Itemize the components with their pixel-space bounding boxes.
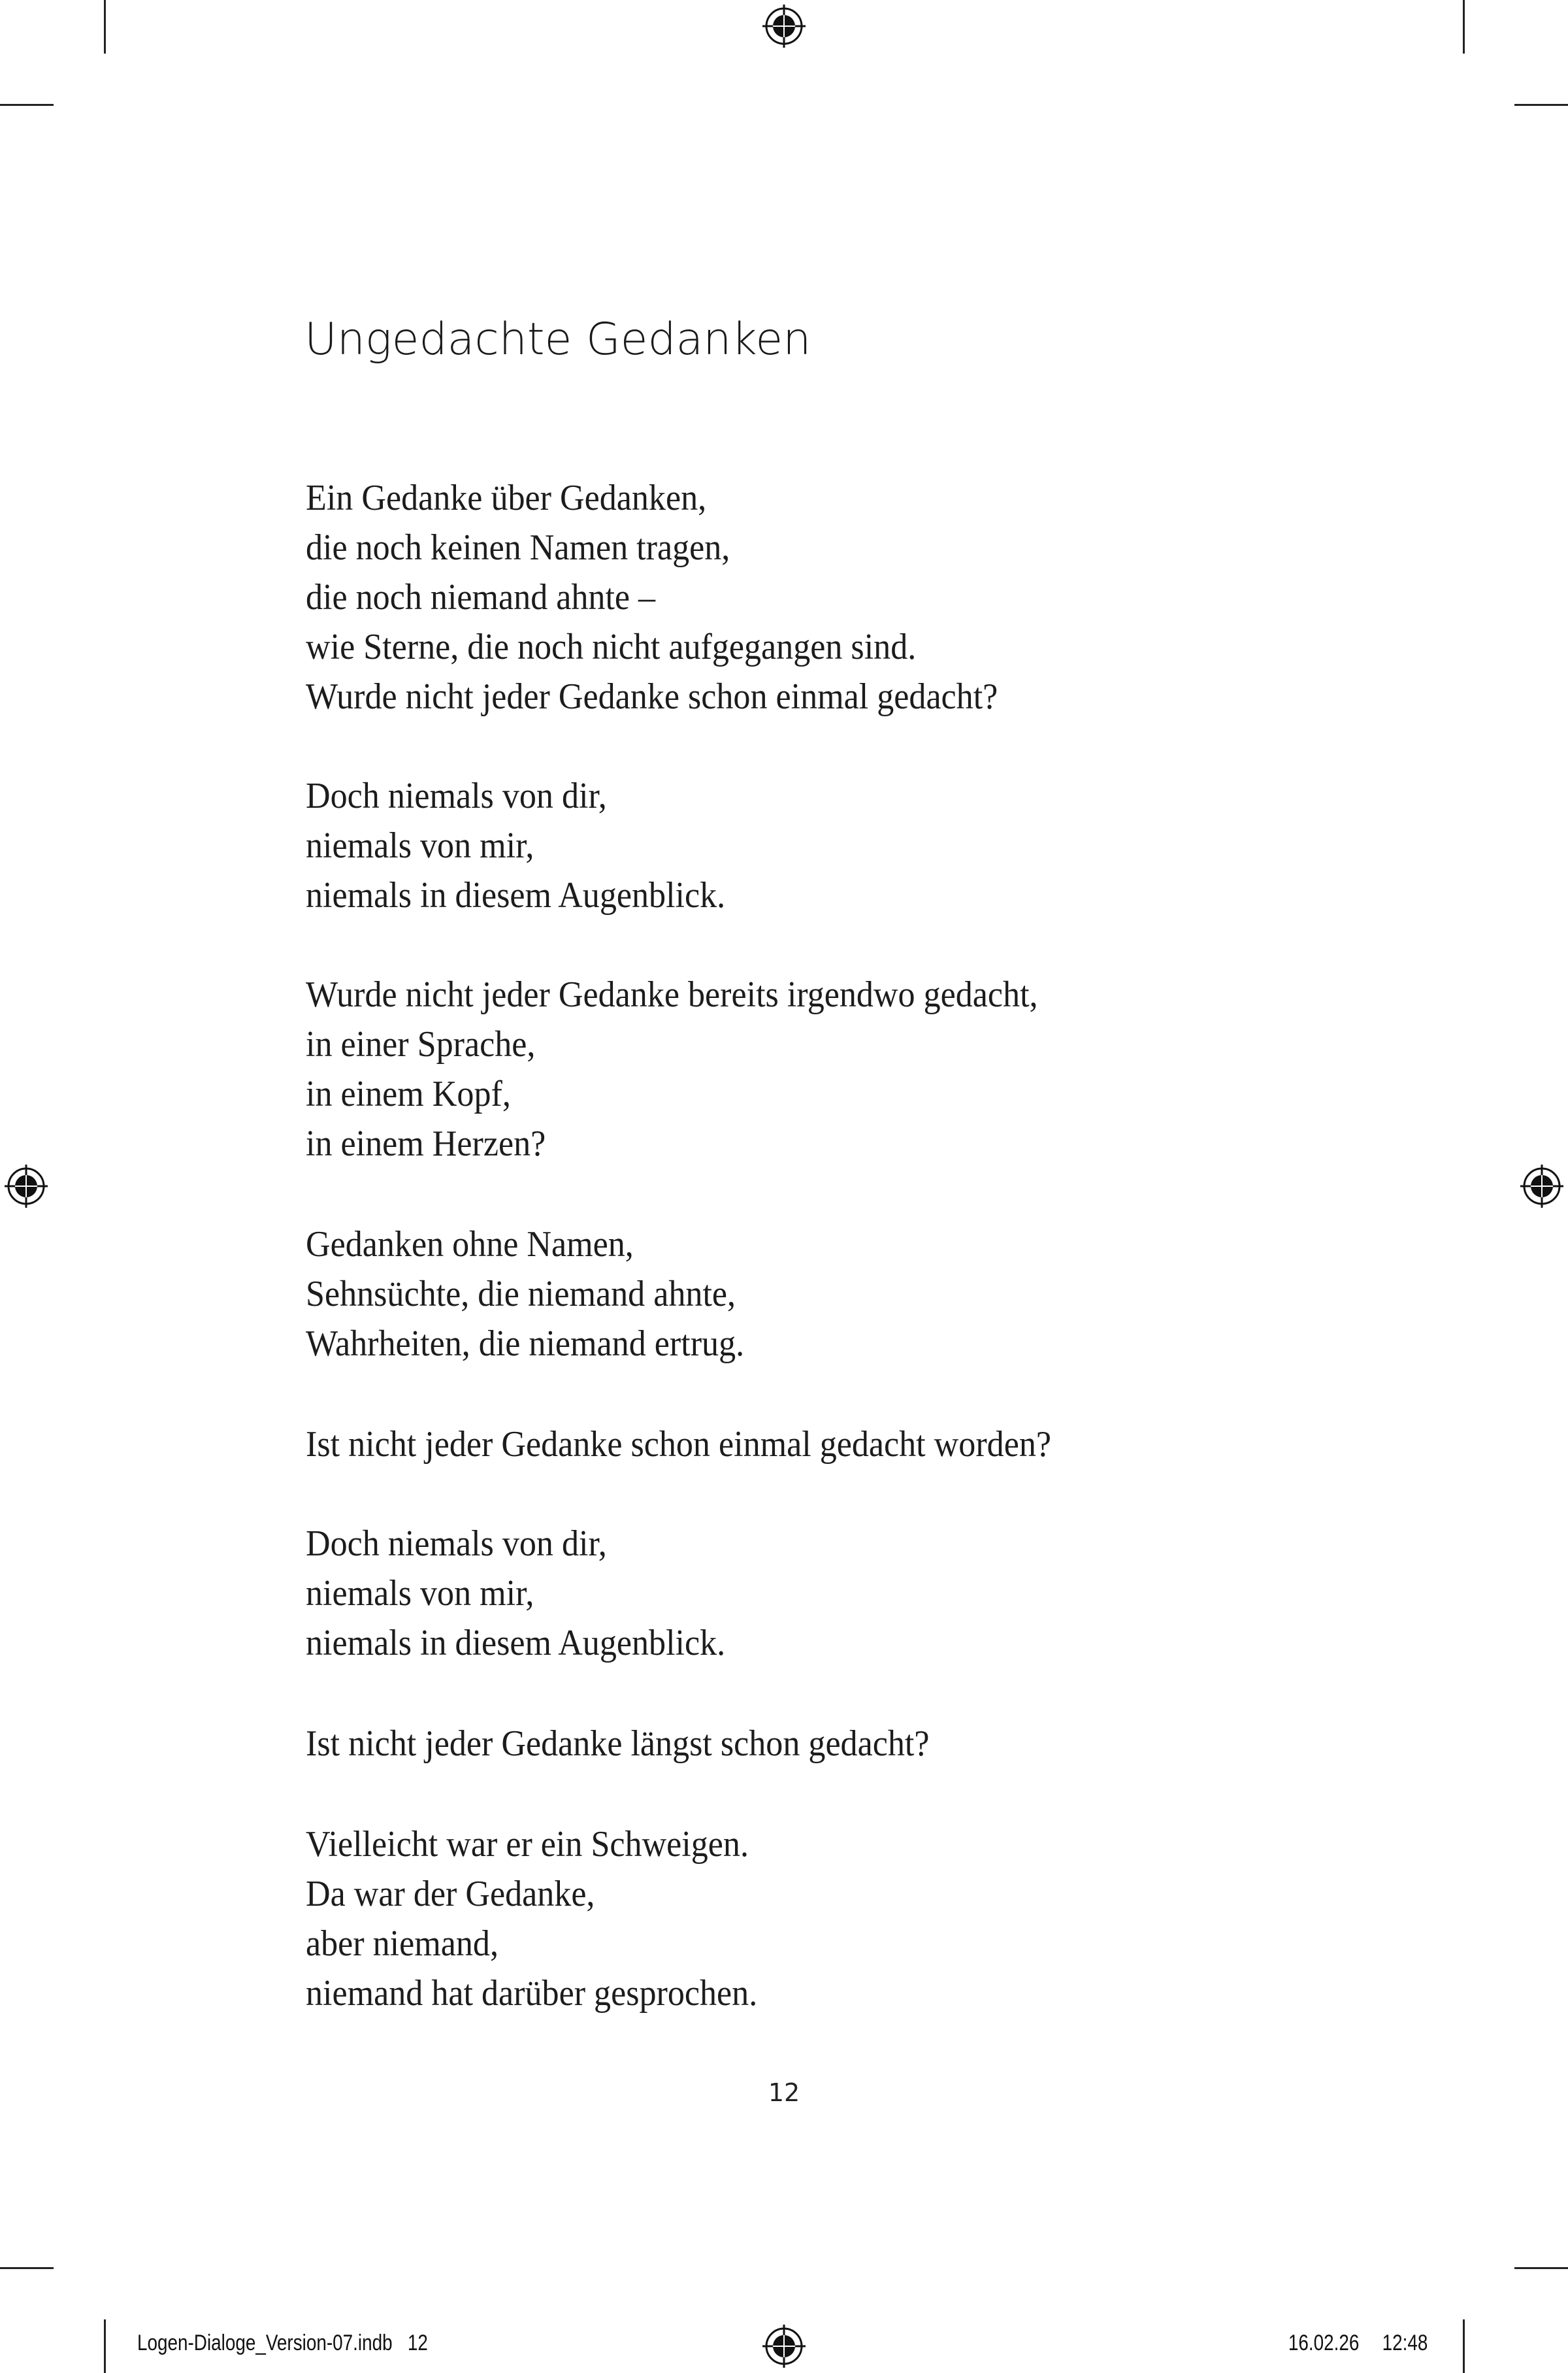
poem-line: niemals von mir, bbox=[306, 825, 534, 866]
slug-time: 12:48 bbox=[1382, 2331, 1428, 2355]
poem-line: wie Sterne, die noch nicht aufgegangen sind. bbox=[306, 627, 917, 667]
registration-mark-icon bbox=[1518, 1163, 1565, 1210]
crop-mark-top-left-horizontal bbox=[0, 104, 54, 106]
slug-date: 16.02.26 bbox=[1288, 2331, 1360, 2355]
crop-mark-bottom-left-vertical bbox=[104, 2319, 106, 2373]
poem-line: Gedanken ohne Namen, bbox=[306, 1224, 634, 1265]
poem-line: in einer Sprache, bbox=[306, 1024, 536, 1065]
crop-mark-bottom-right-horizontal bbox=[1514, 2267, 1568, 2269]
poem-line: niemals in diesem Augenblick. bbox=[306, 875, 726, 916]
crop-mark-bottom-left-horizontal bbox=[0, 2267, 54, 2269]
page-number: 12 bbox=[768, 2078, 800, 2107]
poem-line: Vielleicht war er ein Schweigen. bbox=[306, 1824, 749, 1865]
poem-line: Doch niemals von dir, bbox=[306, 1523, 607, 1564]
crop-mark-top-left-vertical bbox=[104, 0, 106, 54]
poem-line: aber niemand, bbox=[306, 1923, 498, 1964]
poem-line: die noch keinen Namen tragen, bbox=[306, 527, 730, 568]
crop-mark-bottom-right-vertical bbox=[1463, 2319, 1465, 2373]
poem-title: Ungedachte Gedanken bbox=[304, 314, 811, 365]
poem-line: Ist nicht jeder Gedanke schon einmal gedacht worden? bbox=[306, 1424, 1051, 1465]
poem-line: Wurde nicht jeder Gedanke schon einmal gedacht? bbox=[306, 676, 998, 717]
crop-mark-top-right-vertical bbox=[1463, 0, 1465, 54]
poem-line: Da war der Gedanke, bbox=[306, 1874, 595, 1914]
poem-line: in einem Herzen? bbox=[306, 1123, 546, 1164]
poem-line: Sehnsüchte, die niemand ahnte, bbox=[306, 1274, 736, 1314]
registration-mark-icon bbox=[3, 1163, 50, 1210]
crop-mark-top-right-horizontal bbox=[1514, 104, 1568, 106]
poem-line: Wahrheiten, die niemand ertrug. bbox=[306, 1323, 745, 1364]
poem-line: Wurde nicht jeder Gedanke bereits irgendwo gedacht, bbox=[306, 974, 1038, 1015]
poem-line: in einem Kopf, bbox=[306, 1074, 511, 1114]
registration-mark-icon bbox=[760, 2323, 808, 2370]
poem-line: Ist nicht jeder Gedanke längst schon gedacht? bbox=[306, 1723, 930, 1764]
poem-line: niemals von mir, bbox=[306, 1573, 534, 1614]
poem-line: Doch niemals von dir, bbox=[306, 776, 607, 816]
poem-line: Ein Gedanke über Gedanken, bbox=[306, 478, 707, 518]
registration-mark-icon bbox=[760, 3, 808, 50]
poem-line: die noch niemand ahnte – bbox=[306, 577, 656, 618]
slug-timestamp bbox=[1288, 2331, 1428, 2356]
slug-filename: Logen-Dialoge_Version-07.indb 12 bbox=[137, 2331, 428, 2355]
poem-line: niemand hat darüber gesprochen. bbox=[306, 1973, 758, 2014]
poem-line: niemals in diesem Augenblick. bbox=[306, 1623, 726, 1663]
